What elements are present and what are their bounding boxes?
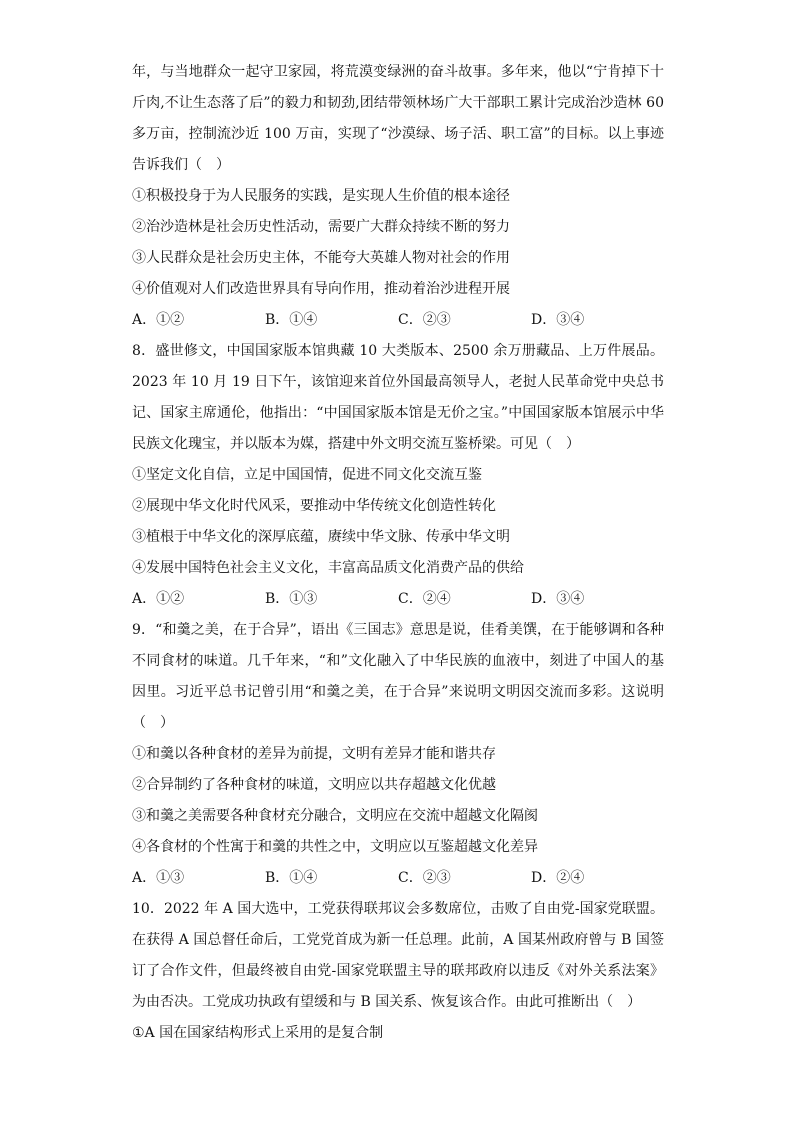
question-7-statement-1: ①积极投身于为人民服务的实践，是实现人生价值的根本途径 — [132, 188, 510, 204]
question-7-options — [132, 305, 664, 336]
option-b: B．①④ — [265, 870, 318, 886]
question-8 — [132, 336, 664, 615]
question-7 — [132, 57, 664, 336]
option-d: D．②④ — [531, 870, 585, 886]
question-10-stem: 10．2022 年 A 国大选中，工党获得联邦议会多数席位，击败了自由党-国家党联盟。在获得 A 国总督任命后，工党党首成为新一任总理。此前，A 国某州政府曾与 B 国签订了合作文件，但最终被自由党-国家党联盟主导的联邦政府以违反《对外关系法案》为由否决。工党成功执政有望缓和与 B 国关系、恢复该合作。由此可推断出（ ） — [132, 901, 664, 1010]
option-c: C．②④ — [398, 591, 451, 607]
option-b: B．①④ — [265, 312, 318, 328]
question-9-statement-1: ①和羹以各种食材的差异为前提，文明有差异才能和谐共存 — [132, 746, 496, 762]
option-a: A．①② — [132, 591, 185, 607]
question-9-options — [132, 863, 664, 894]
question-7-statement-4: ④价值观对人们改造世界具有导向作用，推动着治沙进程开展 — [132, 281, 510, 297]
question-8-statement-4: ④发展中国特色社会主义文化，丰富高品质文化消费产品的供给 — [132, 560, 524, 576]
question-9-statement-3: ③和羹之美需要各种食材充分融合，文明应在交流中超越文化隔阂 — [132, 808, 538, 824]
option-d: D．③④ — [531, 591, 585, 607]
question-9-statement-2: ②合异制约了各种食材的味道，文明应以共存超越文化优越 — [132, 777, 496, 793]
question-7-stem: 年，与当地群众一起守卫家园，将荒漠变绿洲的奋斗故事。多年来，他以“宁肯掉下十斤肉,不让生态落了后”的毅力和韧劲,团结带领林场广大干部职工累计完成治沙造林 60 多万亩，控制流沙近 100 万亩，实现了“沙漠绿、场子活、职工富”的目标。以上事迹告诉我们（ ） — [132, 64, 664, 173]
option-b: B．①③ — [265, 591, 318, 607]
option-c: C．②③ — [398, 870, 451, 886]
question-8-options — [132, 584, 664, 615]
question-9-stem: 9．“和羹之美，在于合异”，语出《三国志》意思是说，佳肴美馔，在于能够调和各种不同食材的味道。几千年来，“和”文化融入了中华民族的血液中，刻进了中国人的基因里。习近平总书记曾引用“和羹之美，在于合异”来说明文明因交流而多彩。这说明（ ） — [132, 622, 664, 731]
exam-page — [132, 57, 664, 1049]
question-8-statement-2: ②展现中华文化时代风采，要推动中华传统文化创造性转化 — [132, 498, 496, 514]
option-c: C．②③ — [398, 312, 451, 328]
question-8-stem: 8．盛世修文，中国国家版本馆典藏 10 大类版本、2500 余万册藏品、上万件展品。2023 年 10 月 19 日下午，该馆迎来首位外国最高领导人，老挝人民革命党中央总书记、国家主席通伦，他指出：“中国国家版本馆是无价之宝。”中国国家版本馆展示中华民族文化瑰宝，并以版本为媒，搭建中外文明交流互鉴桥梁。可见（ ） — [132, 343, 664, 452]
question-7-statement-2: ②治沙造林是社会历史性活动，需要广大群众持续不断的努力 — [132, 219, 510, 235]
option-d: D．③④ — [531, 312, 585, 328]
question-10-statement-1: ①A 国在国家结构形式上采用的是复合制 — [132, 1025, 384, 1041]
question-9-statement-4: ④各食材的个性寓于和羹的共性之中，文明应以互鉴超越文化差异 — [132, 839, 538, 855]
question-8-statement-1: ①坚定文化自信，立足中国国情，促进不同文化交流互鉴 — [132, 467, 482, 483]
option-a: A．①③ — [132, 870, 185, 886]
option-a: A．①② — [132, 312, 185, 328]
question-7-statement-3: ③人民群众是社会历史主体，不能夸大英雄人物对社会的作用 — [132, 250, 510, 266]
question-8-statement-3: ③植根于中华文化的深厚底蕴，赓续中华文脉、传承中华文明 — [132, 529, 510, 545]
question-9 — [132, 615, 664, 894]
question-10 — [132, 894, 664, 1049]
